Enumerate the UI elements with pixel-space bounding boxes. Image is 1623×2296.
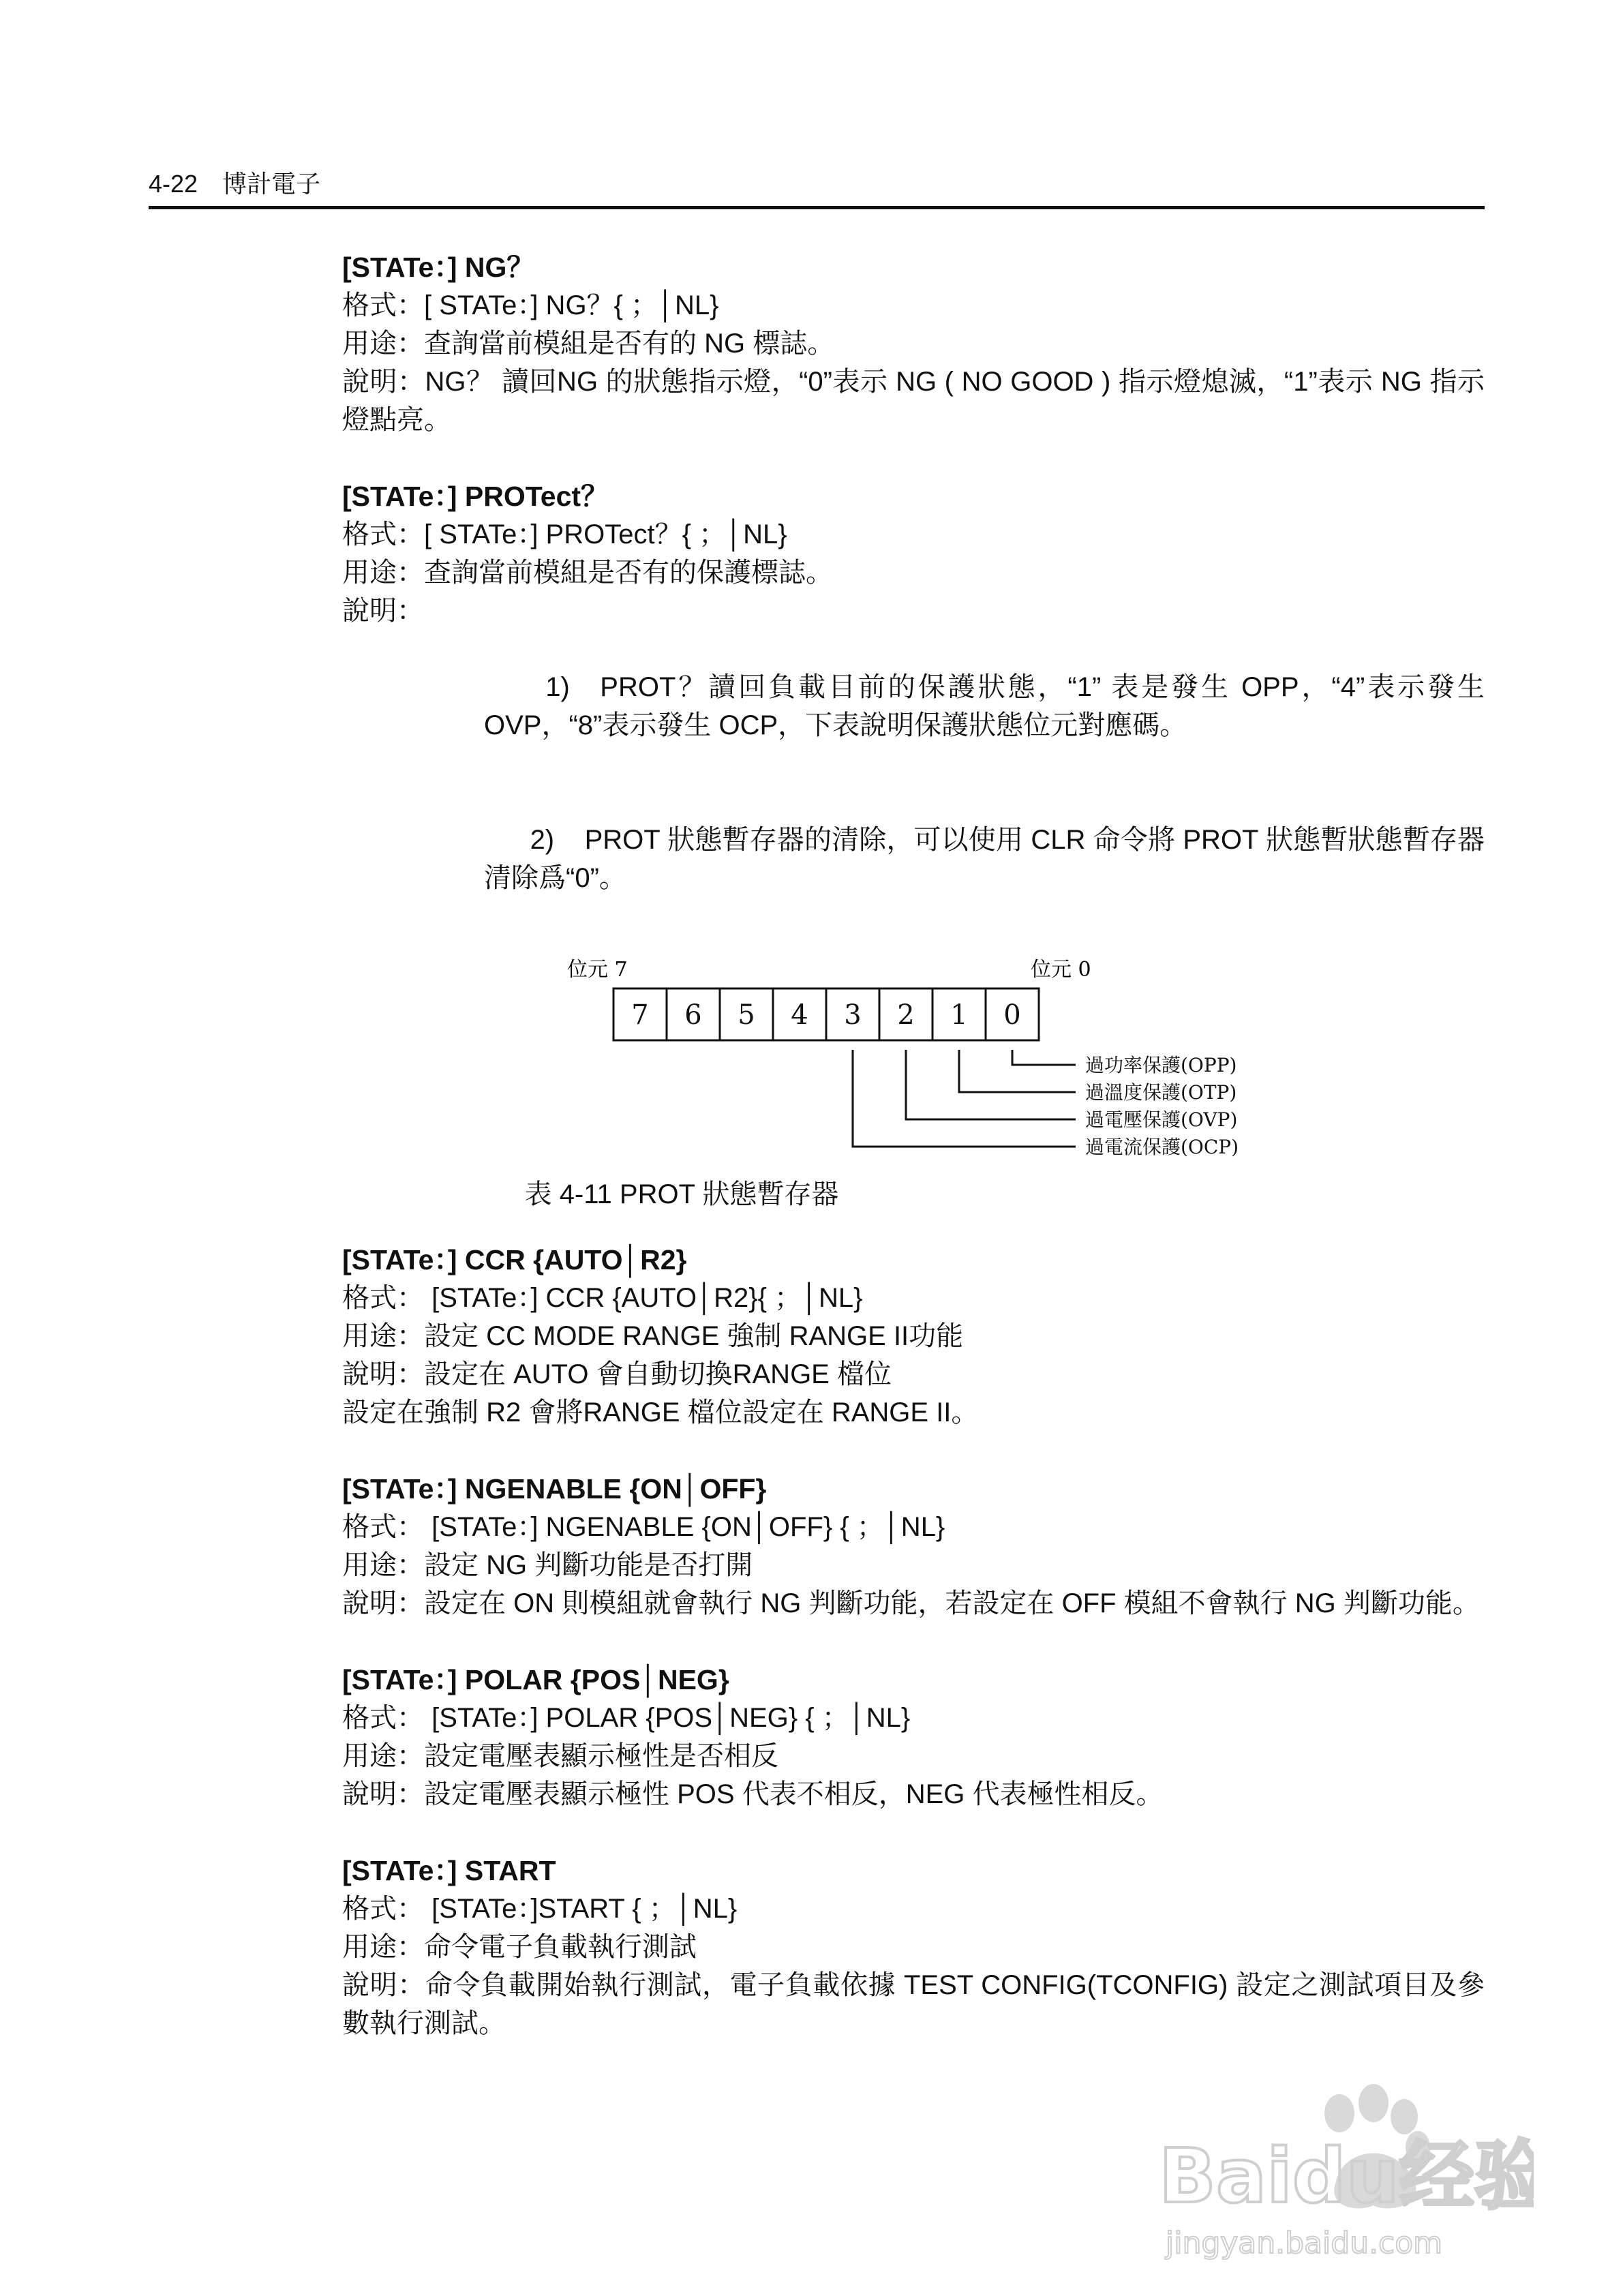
baidu-jingyan-watermark (1152, 2066, 1534, 2270)
bit7-label: 位元 7 (567, 958, 628, 982)
section-title: [STATe：] NG？ (342, 252, 535, 283)
list-number: 1) (545, 672, 570, 702)
bit-cell-0 (986, 988, 1039, 1040)
legend-connector (959, 1050, 1076, 1092)
legend-label: 過功率保護(OPP) (1085, 1054, 1237, 1076)
watermark-url: jingyan.baidu.com (1166, 2226, 1443, 2261)
company-name: 博計電子 (222, 170, 321, 198)
legend-lines (853, 1050, 1239, 1158)
baidu-logo (1152, 2066, 1534, 2270)
bit0-label: 位元 0 (1031, 958, 1091, 982)
bit-number: 6 (684, 999, 702, 1031)
bit-number: 7 (631, 999, 649, 1031)
purpose-line: 用途：查詢當前模組是否有的 NG 標誌。 (342, 329, 835, 359)
description-line: 說明：NG？ 讀回NG 的狀態指示燈，“0”表示 NG ( NO GOOD ) 指示燈熄滅，“1”表示 NG 指示燈點亮。 (342, 367, 1485, 435)
legend-connector (1012, 1050, 1076, 1065)
section-ng (342, 248, 1485, 439)
description-line: 說明：命令負載開始執行測試，電子負載依據 TEST CONFIG(TCONFIG) 設定之測試項目及參數執行測試。 (342, 1970, 1485, 2038)
bit-number: 1 (950, 999, 968, 1031)
format-line: 格式：[ STATe：] PROTect？{ ；│NL} (342, 519, 787, 549)
table-caption: 表 4-11 PROT 狀態暫存器 (524, 1179, 839, 1209)
list-text: PROT 狀態暫存器的清除，可以使用 CLR 命令將 PROT 狀態暫狀態暫存器清除爲“0”。 (484, 825, 1485, 893)
purpose-line: 用途：命令電子負載執行測試 (342, 1932, 697, 1962)
legend-connector (906, 1050, 1076, 1119)
description-line: 說明：設定在 AUTO 會自動切換RANGE 檔位 (342, 1359, 892, 1389)
format-line: 格式：[ STATe：] NG？{ ；│NL} (342, 290, 719, 320)
page-number: 4-22 (149, 170, 198, 198)
description-line: 說明：設定電壓表顯示極性 POS 代表不相反，NEG 代表極性相反。 (342, 1779, 1164, 1809)
bit-cell-2 (879, 988, 932, 1040)
purpose-line: 用途：查詢當前模組是否有的保護標誌。 (342, 558, 833, 588)
purpose-line: 用途：設定 NG 判斷功能是否打開 (342, 1550, 753, 1580)
purpose-line: 用途：設定電壓表顯示極性是否相反 (342, 1741, 778, 1771)
section-title: [STATe：] PROTect？ (342, 481, 609, 512)
bit-cell-6 (667, 988, 720, 1040)
description-line: 設定在強制 R2 會將RANGE 檔位設定在 RANGE II。 (342, 1398, 979, 1428)
prot-register-diagram (342, 942, 1485, 1167)
list-number: 2) (530, 825, 555, 855)
watermark-logo-text: Baidu经验 (1159, 2132, 1534, 2220)
section-title: [STATe：] NGENABLE {ON│OFF} (342, 1473, 767, 1505)
page-header (149, 172, 1485, 196)
list-item (342, 630, 1493, 783)
format-line: 格式： [STATe：] CCR {AUTO│R2}{ ；│NL} (342, 1283, 863, 1313)
list-text: PROT？讀回負載目前的保護狀態，“1” 表是發生 OPP，“4”表示發生 OVP，“8”表示發生 OCP，下表說明保護狀態位元對應碼。 (484, 672, 1493, 740)
bit-cell-5 (720, 988, 773, 1040)
bit-cell-1 (932, 988, 986, 1040)
bit-number: 0 (1003, 999, 1021, 1031)
section-ngenable (342, 1470, 1485, 1622)
section-title: [STATe：] CCR {AUTO│R2} (342, 1244, 687, 1275)
format-line: 格式： [STATe：] NGENABLE {ON│OFF} { ；│NL} (342, 1512, 945, 1542)
legend-label: 過電壓保護(OVP) (1085, 1108, 1238, 1131)
section-title: [STATe：] POLAR {POS│NEG} (342, 1664, 729, 1695)
bit-cell-4 (773, 988, 826, 1040)
section-title: [STATe：] START (342, 1855, 556, 1886)
bit-number: 5 (738, 999, 755, 1031)
format-line: 格式： [STATe：]START { ；│NL} (342, 1894, 738, 1924)
legend-label: 過電流保護(OCP) (1085, 1136, 1239, 1158)
register-svg (342, 942, 1485, 1167)
bit-cell-7 (613, 988, 667, 1040)
header-rule (149, 206, 1485, 209)
bit-cells (613, 988, 1039, 1040)
description-line: 說明： (342, 596, 424, 626)
list-item (342, 783, 1485, 935)
bit-cell-3 (826, 988, 879, 1040)
document-body (342, 248, 1493, 2081)
section-protect (342, 477, 1493, 1213)
description-line: 說明：設定在 ON 則模組就會執行 NG 判斷功能，若設定在 OFF 模組不會執行 NG 判斷功能。 (342, 1588, 1480, 1618)
bit-number: 3 (844, 999, 862, 1031)
bit-number: 4 (791, 999, 808, 1031)
section-ccr (342, 1241, 1485, 1432)
bit-number: 2 (897, 999, 915, 1031)
section-polar (342, 1661, 1485, 1813)
format-line: 格式： [STATe：] POLAR {POS│NEG} { ；│NL} (342, 1703, 911, 1733)
legend-label: 過溫度保護(OTP) (1085, 1081, 1237, 1104)
purpose-line: 用途：設定 CC MODE RANGE 強制 RANGE II功能 (342, 1321, 964, 1351)
section-start (342, 1852, 1485, 2042)
